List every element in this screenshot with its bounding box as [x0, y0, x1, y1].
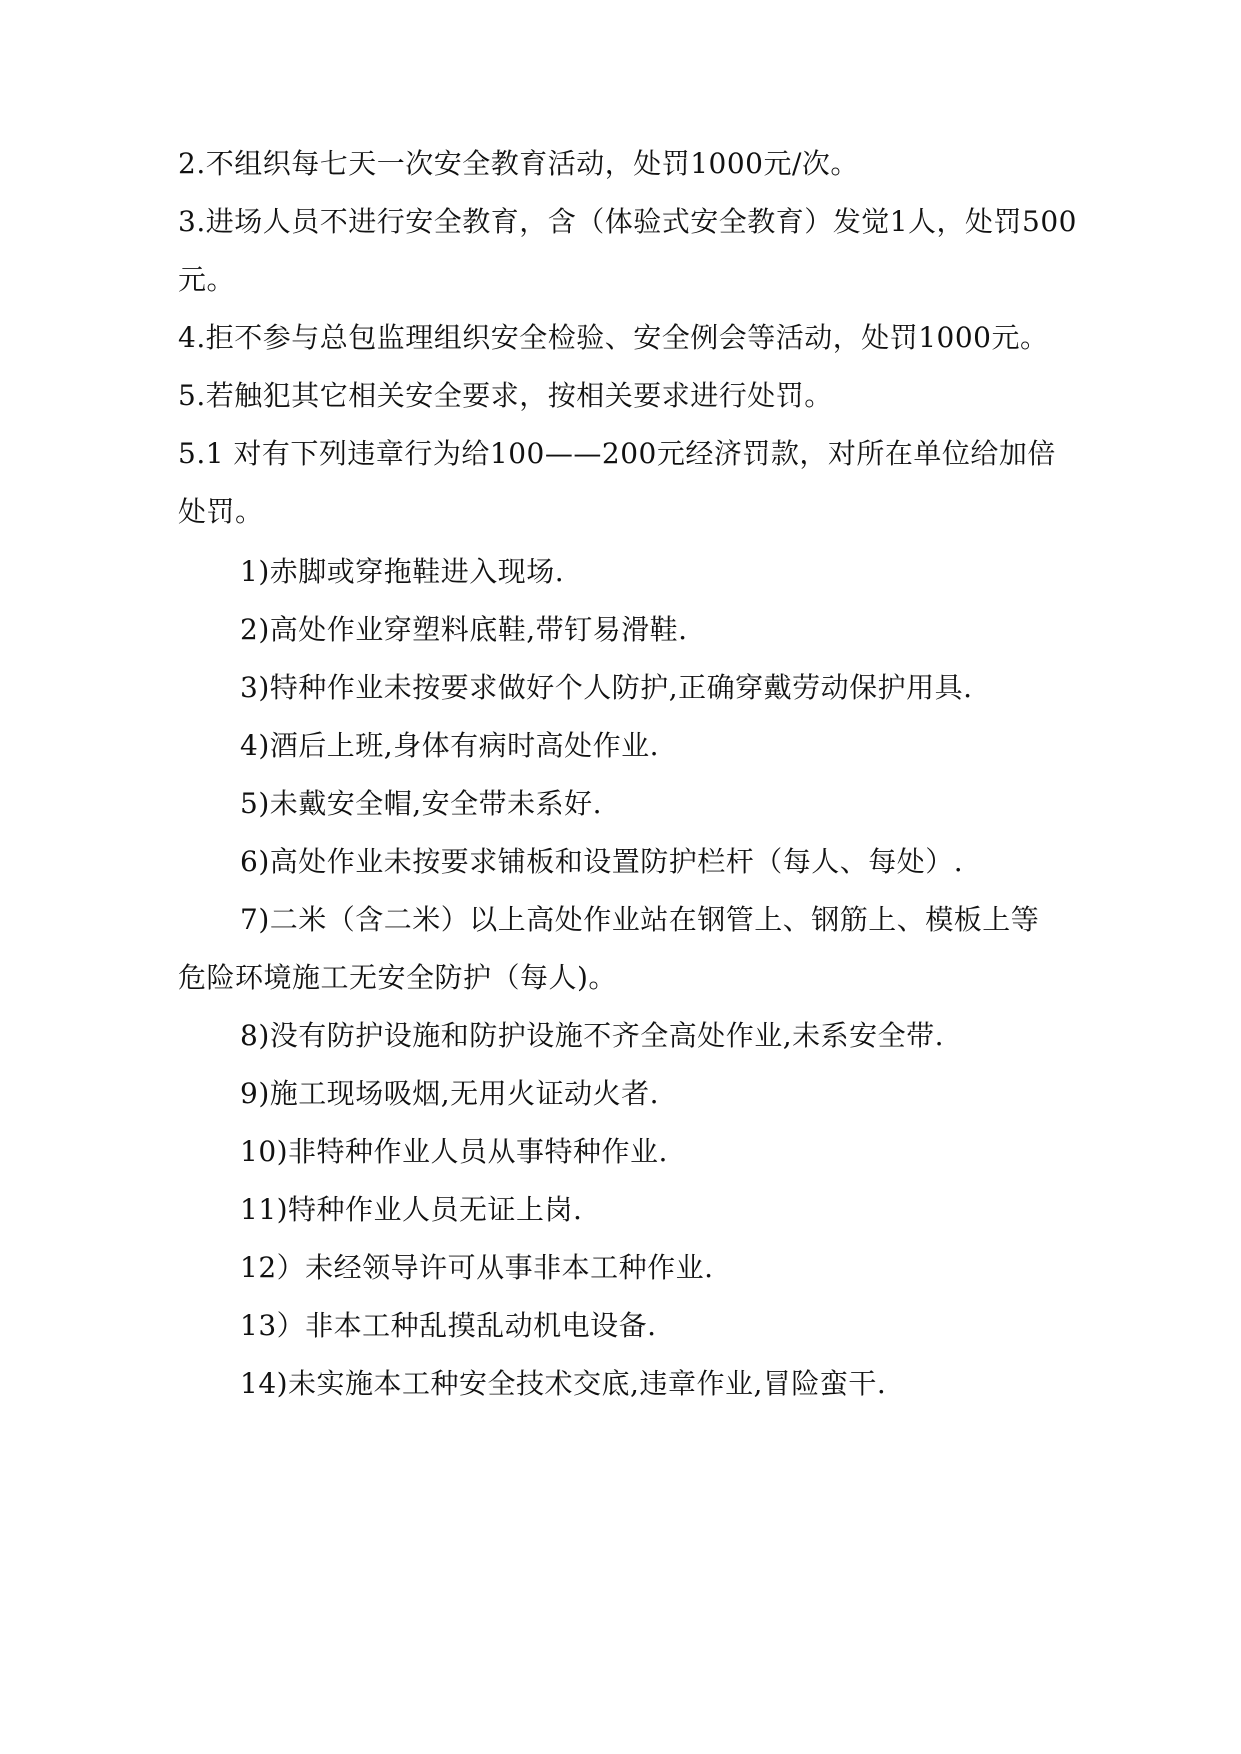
- violation-item-9: 9)施工现场吸烟,无用火证动火者.: [240, 1077, 660, 1110]
- violation-item-8: 8)没有防护设施和防护设施不齐全高处作业,未系安全带.: [240, 1019, 945, 1052]
- violation-item-11: 11)特种作业人员无证上岗.: [240, 1193, 583, 1226]
- violation-item-1: 1)赤脚或穿拖鞋进入现场.: [240, 555, 565, 588]
- paragraph-item-5-1: 5.1 对有下列违章行为给100——200元经济罚款，对所在单位给加倍: [178, 437, 1056, 470]
- violation-item-4: 4)酒后上班,身体有病时高处作业.: [240, 729, 660, 762]
- paragraph-item-3: 3.进场人员不进行安全教育，含（体验式安全教育）发觉1人，处罚500: [178, 205, 1077, 238]
- violation-item-7-continued: 危险环境施工无安全防护（每人)。: [178, 961, 617, 994]
- violation-item-6: 6)高处作业未按要求铺板和设置防护栏杆（每人、每处）.: [240, 845, 964, 878]
- violation-item-14: 14)未实施本工种安全技术交底,违章作业,冒险蛮干.: [240, 1367, 887, 1400]
- violation-item-5: 5)未戴安全帽,安全带未系好.: [240, 787, 603, 820]
- violation-item-10: 10)非特种作业人员从事特种作业.: [240, 1135, 668, 1168]
- paragraph-item-2: 2.不组织每七天一次安全教育活动，处罚1000元/次。: [178, 147, 859, 180]
- violation-item-7: 7)二米（含二米）以上高处作业站在钢管上、钢筋上、模板上等: [240, 903, 1040, 936]
- violation-item-13: 13）非本工种乱摸乱动机电设备.: [240, 1309, 657, 1342]
- paragraph-item-5-1-continued: 处罚。: [178, 495, 264, 528]
- violation-item-3: 3)特种作业未按要求做好个人防护,正确穿戴劳动保护用具.: [240, 671, 973, 704]
- violation-item-2: 2)高处作业穿塑料底鞋,带钉易滑鞋.: [240, 613, 688, 646]
- paragraph-item-5: 5.若触犯其它相关安全要求，按相关要求进行处罚。: [178, 379, 833, 412]
- violation-item-12: 12）未经领导许可从事非本工种作业.: [240, 1251, 714, 1284]
- paragraph-item-3-continued: 元。: [178, 263, 236, 296]
- paragraph-item-4: 4.拒不参与总包监理组织安全检验、安全例会等活动，处罚1000元。: [178, 321, 1049, 354]
